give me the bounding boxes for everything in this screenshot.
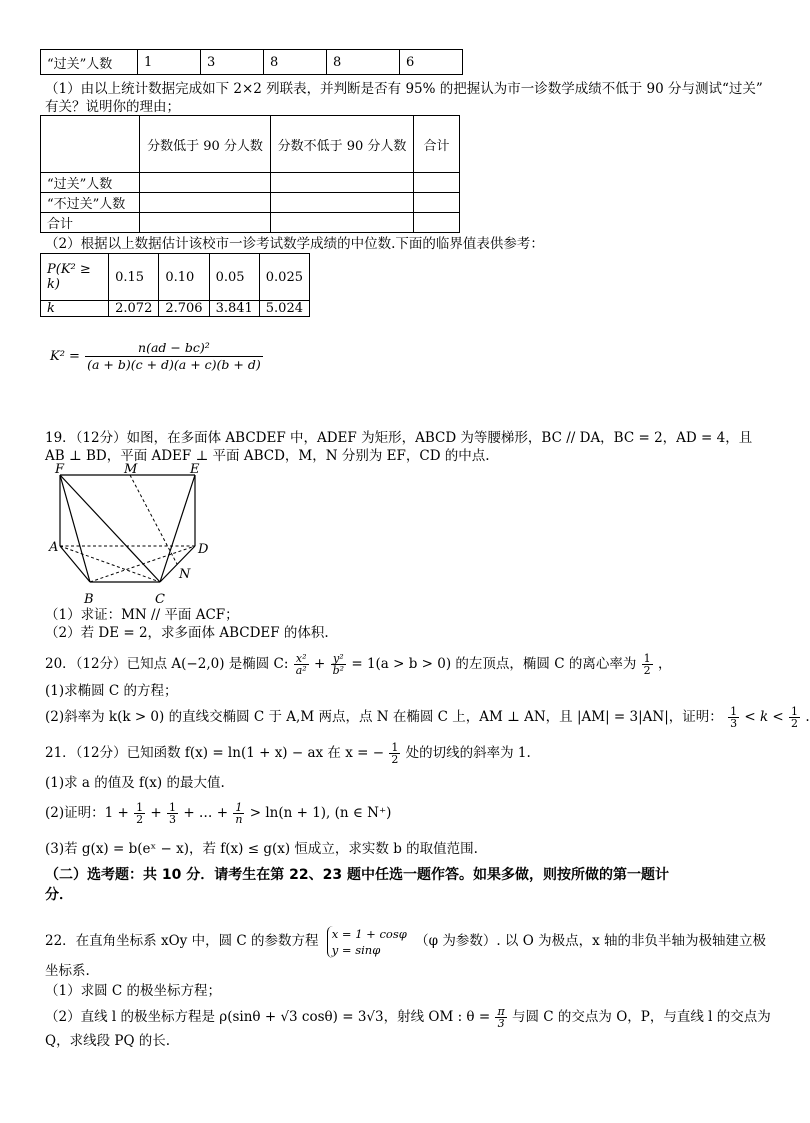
q18-part2: （2）根据以上数据估计该校市一诊考试数学成绩的中位数.下面的临界值表供参考： [45,236,544,252]
fraction [134,802,145,825]
numerator: 1 [169,801,177,814]
table-cell: k [41,301,109,317]
fraction [495,1006,506,1029]
label-a: A [49,540,59,555]
table-cell: 分数低于 90 分人数 [140,116,271,173]
q22-part2 [45,1002,771,1032]
numerator: 1 [791,705,799,718]
table-cell: P(K² ≥ k) [41,254,109,301]
q21-part2-tail: > ln(n + 1), (n ∈ N⁺) [249,805,392,821]
table-cell: 8 [264,50,327,75]
denominator: 3 [497,1017,505,1030]
table-cell [140,213,271,233]
param-eq-y: y = sinφ [331,942,381,957]
table-row [41,254,310,301]
table-cell: 6 [400,50,463,75]
contingency-table [40,115,460,233]
edge-ec [160,475,195,582]
table-cell: 2.706 [159,301,209,317]
table-cell [271,213,414,233]
table-cell [414,213,460,233]
numerator: 1 [136,801,144,814]
table-cell: 8 [327,50,400,75]
label-m: M [124,462,138,477]
label-f: F [55,462,65,477]
q22-part2-line2: Q，求线段 PQ 的长. [45,1033,171,1049]
table-row [41,213,460,233]
formula-lhs: K² = [50,349,80,364]
table-cell [414,173,460,193]
q18-part1-line1: （1）由以上统计数据完成如下 2×2 列联表，并判断是否有 95% 的把握认为市一诊数学成绩不低于 90 分与测试“过关” [45,81,763,97]
table-cell [271,193,414,213]
formula-denominator: (a + b)(c + d)(a + c)(b + d) [87,357,261,372]
q21-part2 [45,798,754,828]
k-squared-formula [50,340,264,373]
numerator: y² [331,653,346,665]
q22-part1: （1）求圆 C 的极坐标方程； [45,983,222,999]
q22-part2-text: （2）直线 l 的极坐标方程是 ρ(sinθ + √3 cosθ) = 3√3，射线 OM : θ = [45,1009,491,1025]
q21-part1: (1)求 a 的值及 f(x) 的最大值. [45,775,225,791]
table-cell [271,173,414,193]
label-n: N [179,567,191,582]
table-header-row [41,116,460,173]
q20-part2 [45,704,810,730]
plus-sign: + [313,656,326,672]
table-cell: “不过关”人数 [41,193,140,213]
table-cell: 合计 [414,116,460,173]
table-cell: 0.10 [159,254,209,301]
q19-line2: AB ⊥ BD，平面 ADEF ⊥ 平面 ABCD，M，N 分别为 EF，CD 的中点. [45,448,490,464]
q21-text-b: 处的切线的斜率为 1. [405,745,531,761]
table-row [41,50,463,75]
formula-numerator: n(ad − bc)² [85,340,263,357]
table-row [41,193,460,213]
q20-part2-text: (2)斜率为 k(k > 0) 的直线交椭圆 C 于 A,M 两点，点 N 在椭圆 C 上，AM ⊥ AN，且 |AM| = 3|AN|，证明： [45,709,723,725]
numerator: π [497,1005,505,1018]
q21-part3: (3)若 g(x) = b(eˣ − x)，若 f(x) ≤ g(x) 恒成立，求实数 b 的取值范围. [45,841,478,857]
label-e: E [190,462,200,477]
parametric-system [327,926,407,958]
q22-line2: 坐标系. [45,963,90,979]
fraction [642,653,653,676]
denominator: n [235,813,243,826]
table-cell [41,116,140,173]
denominator: 2 [791,717,799,730]
fraction [167,802,178,825]
table-cell [140,193,271,213]
table-cell: 2.072 [109,301,159,317]
q21-line1 [45,740,754,766]
numerator: x² [294,653,309,665]
fraction [389,742,400,765]
q20-part1: (1)求椭圆 C 的方程； [45,683,178,699]
fraction [294,653,309,676]
q20-line1 [45,651,754,677]
formula-fraction [85,340,263,373]
q21-text-a: 21．（12分）已知函数 f(x) = ln(1 + x) − ax 在 x = − [45,745,385,761]
q20-text-b: = 1(a > b > 0) 的左顶点，椭圆 C 的离心率为 [351,656,637,672]
denominator: 3 [169,813,177,826]
q19-part1: （1）求证：MN // 平面 ACF； [45,607,239,623]
q20-text-a: 20．（12分）已知点 A(−2,0) 是椭圆 C: [45,656,289,672]
table-cell: “过关”人数 [41,173,140,193]
table-cell: 1 [138,50,201,75]
fraction [331,653,346,676]
label-d: D [198,542,209,557]
pass-count-table [40,49,463,75]
table-cell: 3.841 [209,301,259,317]
q19-part2: （2）若 DE = 2，求多面体 ABCDEF 的体积. [45,625,329,641]
denominator: 2 [391,753,399,766]
ellipsis: + … + [183,805,229,821]
numerator: 1 [730,705,738,718]
q19-line1: 19．（12分）如图，在多面体 ABCDEF 中，ADEF 为矩形，ABCD 为等腰梯形，BC // DA，BC = 2，AD = 4，且 [45,430,753,446]
numerator: 1 [233,802,244,814]
q22-text-a: 22．在直角坐标系 xOy 中，圆 C 的参数方程 [45,933,319,949]
denominator: b² [332,664,345,677]
table-cell: 分数不低于 90 分人数 [271,116,414,173]
q22-text-b: （φ 为参数）. 以 O 为极点，x 轴的非负半轴为极轴建立极 [415,933,766,949]
table-row [41,173,460,193]
table-row [41,301,310,317]
critical-value-table [40,253,310,317]
label-c: C [155,592,165,607]
denominator: 3 [730,717,738,730]
table-cell: 0.15 [109,254,159,301]
table-cell: 合计 [41,213,140,233]
numerator: 1 [643,652,651,665]
inequality: < k < [744,709,784,725]
fraction [233,802,244,825]
table-cell: 0.05 [209,254,259,301]
polyhedron-figure [40,460,220,608]
table-cell: 0.025 [259,254,309,301]
denominator: a² [295,664,307,677]
fraction [728,706,739,729]
plus-sign: + [150,805,162,821]
fraction [789,706,800,729]
punctuation: . [805,709,810,725]
q21-part2-text: (2)证明：1 + [45,805,129,821]
table-cell: 5.024 [259,301,309,317]
section-heading-line1: （二）选考题：共 10 分．请考生在第 22、23 题中任选一题作答。如果多做，则按所做的第一题计 [45,867,669,883]
table-cell: 3 [201,50,264,75]
q22-part2-tail: 与圆 C 的交点为 O，P，与直线 l 的交点为 [512,1009,771,1025]
denominator: 2 [643,664,651,677]
q18-part1-line2: 有关？说明你的理由； [45,99,180,115]
q22-line1 [45,922,766,960]
label-b: B [84,592,94,607]
param-eq-x: x = 1 + cosφ [331,926,407,941]
numerator: 1 [391,741,399,754]
denominator: 2 [136,813,144,826]
table-cell: “过关”人数 [41,50,138,75]
section-heading-line2: 分． [45,887,73,903]
table-cell [140,173,271,193]
punctuation: ， [657,656,672,672]
table-cell [414,193,460,213]
